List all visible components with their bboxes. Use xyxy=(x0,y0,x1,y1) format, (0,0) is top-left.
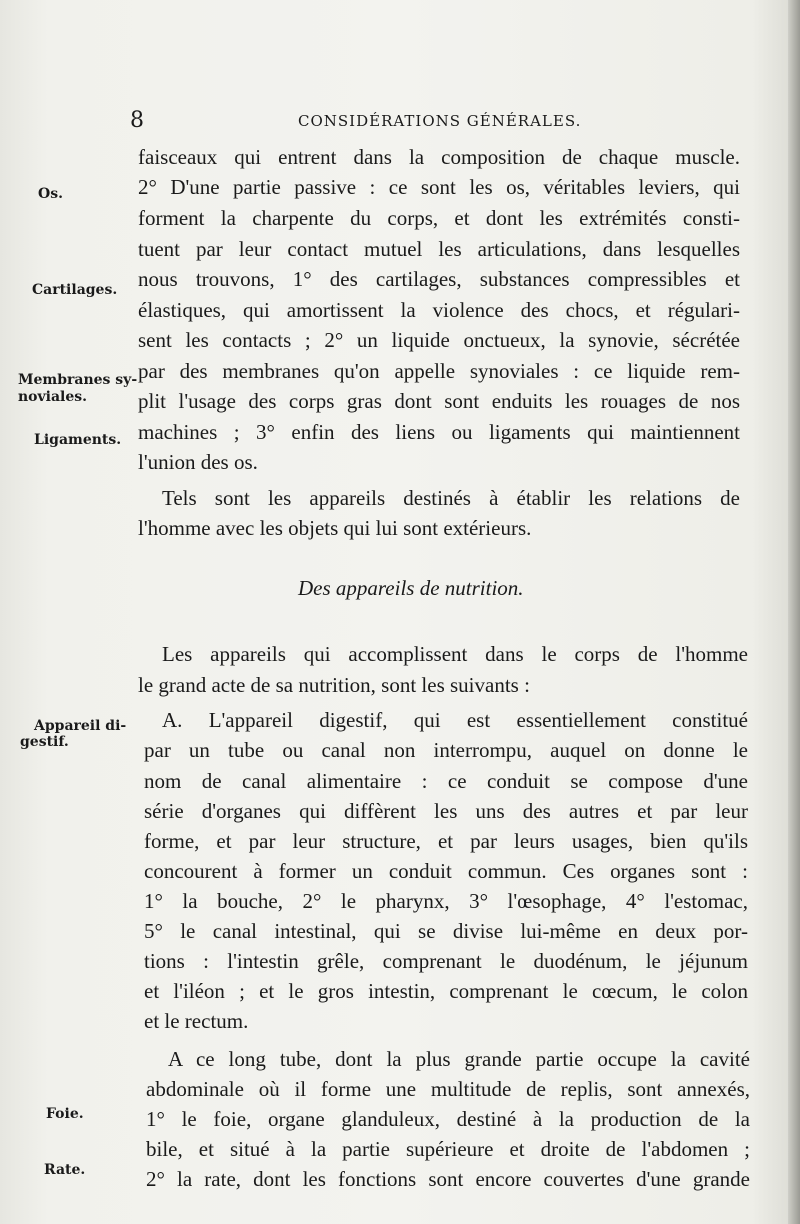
margin-note-ligaments: Ligaments. xyxy=(34,432,122,448)
text-line: et l'iléon ; et le gros intestin, comprenant le cœcum, le colon xyxy=(144,979,748,1003)
page-header xyxy=(130,108,750,134)
text-line: abdominale où il forme une multitude de replis, sont annexés, xyxy=(146,1077,750,1101)
page-edge-shadow xyxy=(788,0,800,1224)
text-line: Les appareils qui accomplissent dans le corps de l'homme xyxy=(162,642,748,666)
text-line: 2° D'une partie passive : ce sont les os, véritables leviers, qui xyxy=(138,175,740,199)
text-line: sent les contacts ; 2° un liquide onctueux, la synovie, sécrétée xyxy=(138,328,740,352)
margin-note-membranes-2: noviales. xyxy=(18,389,88,405)
text-line: nous trouvons, 1° des cartilages, substances compressibles et xyxy=(138,267,740,291)
margin-note-rate: Rate. xyxy=(44,1162,86,1178)
margin-note-cartilages: Cartilages. xyxy=(32,282,118,298)
text-line: bile, et situé à la partie supérieure et droite de l'abdomen ; xyxy=(146,1137,750,1161)
text-line: 5° le canal intestinal, qui se divise lui-même en deux por- xyxy=(144,919,748,943)
margin-note-membranes-1: Membranes sy- xyxy=(18,372,138,388)
text-line: 1° le foie, organe glanduleux, destiné à la production de la xyxy=(146,1107,750,1131)
text-line: 1° la bouche, 2° le pharynx, 3° l'œsophage, 4° l'estomac, xyxy=(144,889,748,913)
text-line: par des membranes qu'on appelle synoviales : ce liquide rem- xyxy=(138,359,740,383)
text-line: tions : l'intestin grêle, comprenant le duodénum, le jéjunum xyxy=(144,949,748,973)
text-line: l'homme avec les objets qui lui sont extérieurs. xyxy=(138,516,532,540)
text-line: tuent par leur contact mutuel les articulations, dans lesquelles xyxy=(138,237,740,261)
running-head: CONSIDÉRATIONS GÉNÉRALES. xyxy=(298,112,582,130)
text-line: faisceaux qui entrent dans la composition de chaque muscle. xyxy=(138,145,740,169)
text-line: A ce long tube, dont la plus grande partie occupe la cavité xyxy=(168,1047,750,1071)
section-heading: Des appareils de nutrition. xyxy=(298,576,524,600)
text-line: concourent à former un conduit commun. Ces organes sont : xyxy=(144,859,748,883)
margin-note-foie: Foie. xyxy=(46,1106,84,1122)
text-line: Tels sont les appareils destinés à établir les relations de xyxy=(162,486,740,510)
text-line: élastiques, qui amortissent la violence des chocs, et régulari- xyxy=(138,298,740,322)
text-line: nom de canal alimentaire : ce conduit se compose d'une xyxy=(144,769,748,793)
text-line: forme, et par leur structure, et par leurs usages, bien qu'ils xyxy=(144,829,748,853)
text-line: série d'organes qui diffèrent les uns des autres et par leur xyxy=(144,799,748,823)
text-line: le grand acte de sa nutrition, sont les suivants : xyxy=(138,673,530,697)
text-line: forment la charpente du corps, et dont les extrémités consti- xyxy=(138,206,740,230)
margin-note-appareil-2: gestif. xyxy=(20,734,69,750)
text-line: plit l'usage des corps gras dont sont enduits les rouages de nos xyxy=(138,389,740,413)
text-line: 2° la rate, dont les fonctions sont encore couvertes d'une grande xyxy=(146,1167,750,1191)
page-number: 8 xyxy=(130,108,144,133)
text-line: A. L'appareil digestif, qui est essentiellement constitué xyxy=(162,708,748,732)
text-line: et le rectum. xyxy=(144,1009,249,1033)
text-line: par un tube ou canal non interrompu, auquel on donne le xyxy=(144,738,748,762)
text-line: l'union des os. xyxy=(138,450,258,474)
text-line: machines ; 3° enfin des liens ou ligaments qui maintiennent xyxy=(138,420,740,444)
margin-note-appareil-1: Appareil di- xyxy=(34,718,127,734)
margin-note-os: Os. xyxy=(38,186,63,202)
